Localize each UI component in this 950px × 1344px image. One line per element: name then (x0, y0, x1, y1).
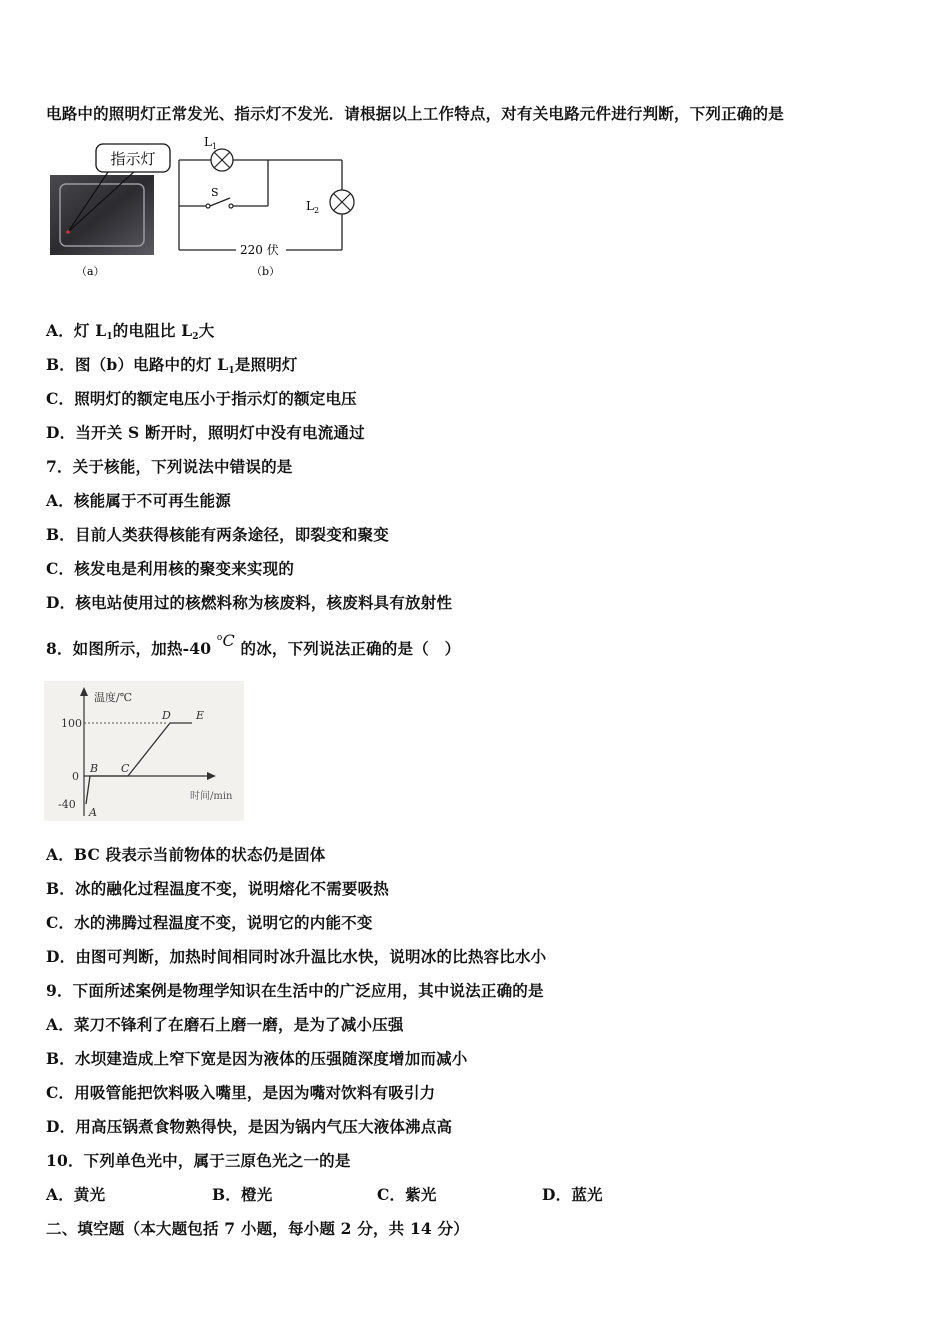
q8-option-c: C．水的沸腾过程温度不变，说明它的内能不变 (46, 913, 373, 932)
q9-stem: 9．下面所述案例是物理学知识在生活中的广泛应用，其中说法正确的是 (46, 981, 544, 1000)
q8-option-d: D．由图可判断，加热时间相同时冰升温比水快，说明冰的比热容比水小 (46, 947, 547, 966)
q8-graph (44, 681, 244, 821)
point-e-label: E (196, 709, 205, 722)
q9-option-c: C．用吸管能把饮料吸入嘴里，是因为嘴对饮料有吸引力 (46, 1083, 436, 1102)
point-b-label: B (90, 762, 99, 775)
q6-option-b: B．图（b）电路中的灯 $L_1$是照明灯 (46, 355, 298, 376)
q8-stem: 8．如图所示，加热-40 $^o$C 的冰，下列说法正确的是（ ） (46, 631, 461, 658)
point-c-label: C (121, 762, 130, 775)
q7-option-d: D．核电站使用过的核燃料称为核废料，核废料具有放射性 (46, 593, 453, 612)
y-axis-label: 温度/℃ (94, 691, 133, 704)
q10-option-a: A．黄光 (46, 1185, 106, 1204)
switch-contact-2 (229, 204, 233, 208)
q8-option-a: A．BC 段表示当前物体的状态仍是固体 (46, 845, 326, 864)
q6-stem: 电路中的照明灯正常发光、指示灯不发光．请根据以上工作特点，对有关电路元件进行判断，下列正确的是 (46, 104, 784, 123)
q6-option-c: C．照明灯的额定电压小于指示灯的额定电压 (46, 389, 357, 408)
caption-a: （a） (76, 265, 105, 278)
q7-option-a: A．核能属于不可再生能源 (46, 491, 231, 510)
caption-b: （b） (251, 265, 281, 278)
point-d-label: D (162, 709, 171, 722)
q9-option-d: D．用高压锅煮食物熟得快，是因为锅内气压大液体沸点高 (46, 1117, 453, 1136)
l1-label: $L_1$ (204, 135, 218, 151)
lamp-l2-icon (330, 190, 354, 214)
q6-option-d: D．当开关 S 断开时，照明灯中没有电流通过 (46, 423, 365, 442)
voltage-label: 220 伏 (240, 243, 279, 257)
q10-options (0, 1183, 950, 1205)
tick-neg40: -40 (58, 798, 76, 811)
q10-stem: 10．下列单色光中，属于三原色光之一的是 (46, 1151, 351, 1170)
circuit-diagram (179, 160, 342, 250)
tick-100: 100 (61, 717, 82, 730)
l2-label: $L_2$ (306, 199, 320, 215)
x-axis-label: 时间/min (190, 791, 233, 802)
indicator-callout-label: 指示灯 (110, 150, 156, 168)
q9-option-b: B．水坝建造成上窄下宽是因为液体的压强随深度增加而减小 (46, 1049, 468, 1068)
q10-option-d: D．蓝光 (542, 1185, 603, 1204)
q6-option-a: A．灯 $L_1$的电阻比 $L_2$大 (46, 321, 215, 342)
lamp-l1-icon (211, 149, 233, 171)
section-2-heading: 二、填空题（本大题包括 7 小题，每小题 2 分，共 14 分） (46, 1219, 469, 1238)
q8-option-b: B．冰的融化过程温度不变，说明熔化不需要吸热 (46, 879, 390, 898)
q10-option-c: C．紫光 (377, 1185, 437, 1204)
tick-0: 0 (72, 770, 79, 783)
switch-label: S (211, 186, 219, 199)
switch-contact-1 (206, 204, 210, 208)
q8-graph-svg (44, 681, 244, 821)
q7-option-b: B．目前人类获得核能有两条途径，即裂变和聚变 (46, 525, 390, 544)
q9-option-a: A．菜刀不锋利了在磨石上磨一磨，是为了减小压强 (46, 1015, 404, 1034)
q6-figure-svg (46, 132, 366, 282)
point-a-label: A (89, 806, 97, 819)
switch-panel-photo (50, 175, 154, 255)
q6-figure (46, 132, 366, 282)
q7-stem: 7．关于核能，下列说法中错误的是 (46, 457, 293, 476)
indicator-dot (66, 230, 70, 234)
q7-option-c: C．核发电是利用核的聚变来实现的 (46, 559, 295, 578)
q10-option-b: B．橙光 (212, 1185, 273, 1204)
